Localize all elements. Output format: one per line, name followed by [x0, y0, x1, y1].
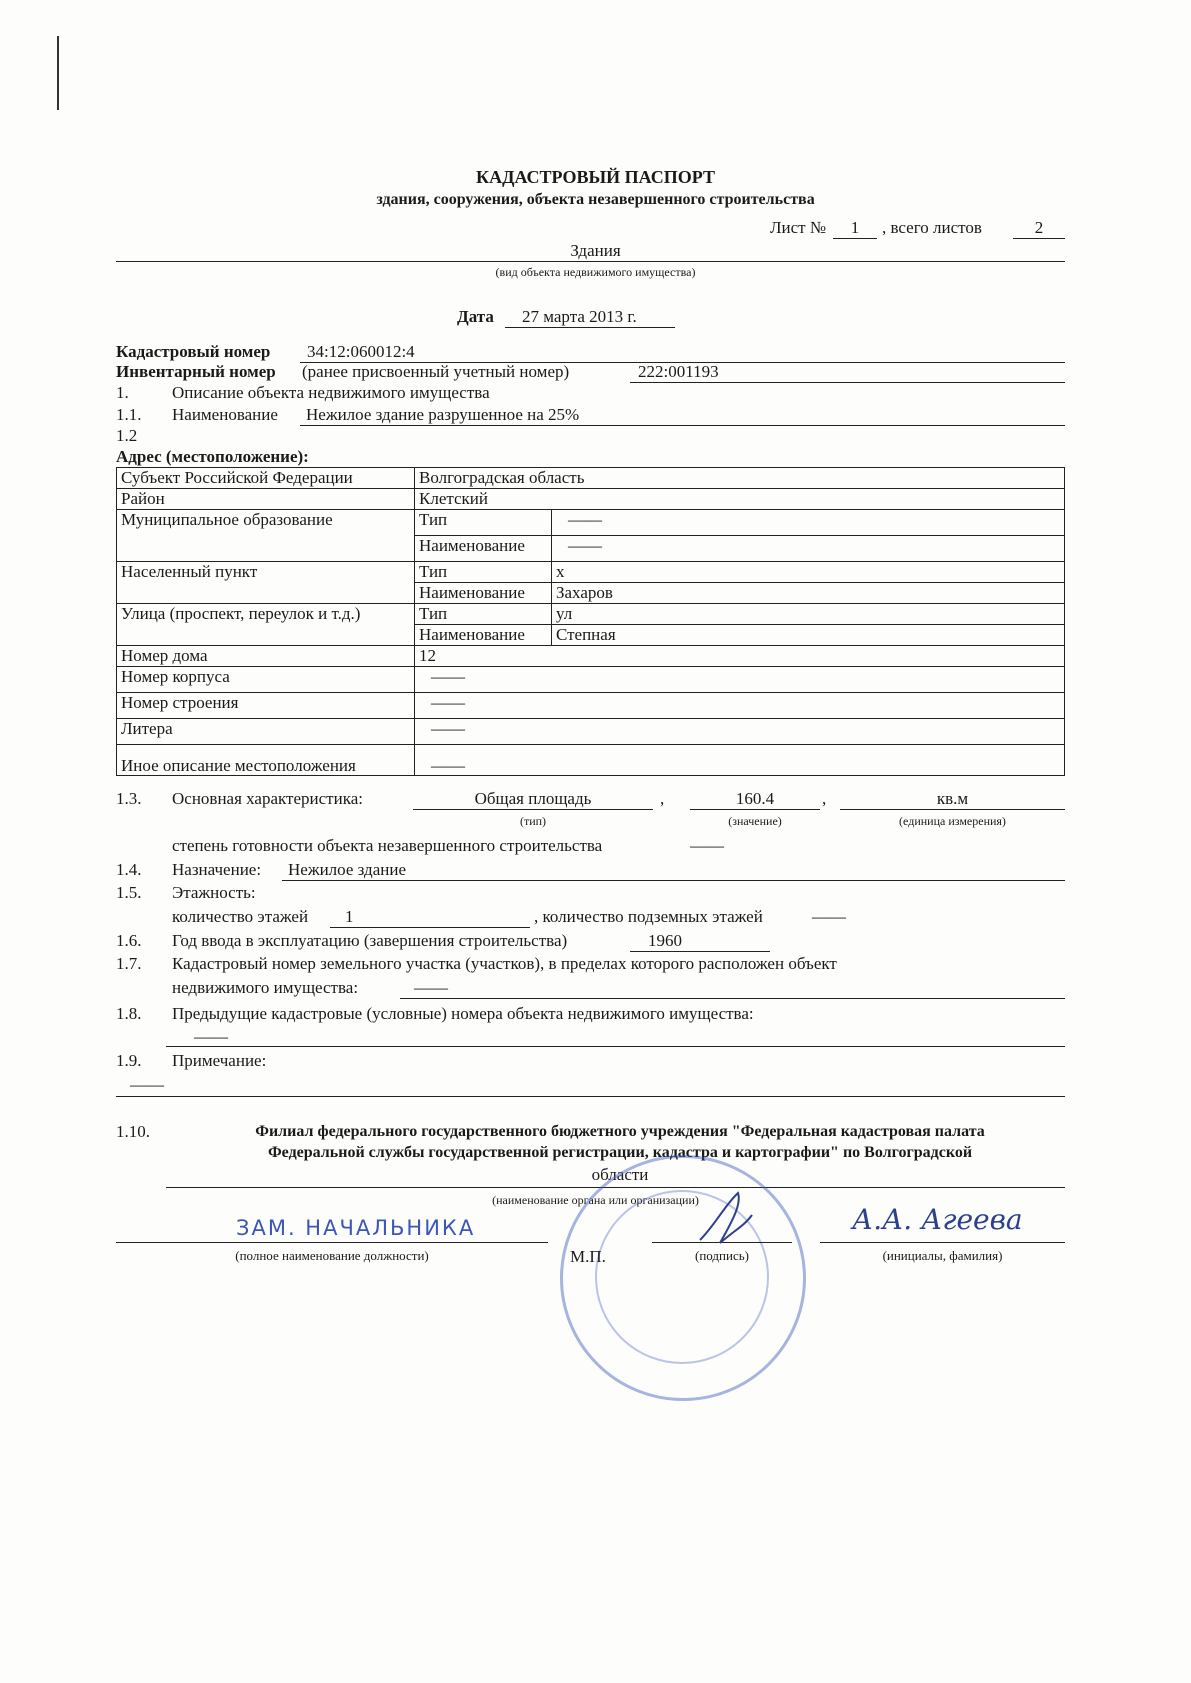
name-label: Наименование [172, 405, 278, 424]
address-row [117, 693, 1065, 719]
cadastral-number-label: Кадастровый номер [116, 342, 271, 361]
district-label: Район [117, 489, 415, 510]
sheet-label: Лист № [770, 218, 827, 237]
characteristic-unit-value: кв.м [936, 789, 969, 808]
address-row [117, 562, 1065, 583]
section-1-number: 1. [116, 383, 129, 402]
type-caption: (тип) [519, 814, 547, 828]
korpus-value: —— [415, 667, 1065, 693]
signature-caption: (подпись) [695, 1248, 749, 1263]
purpose-value: Нежилое здание [288, 860, 406, 879]
organization-line-3: области [591, 1165, 649, 1184]
house-value: 12 [415, 646, 1065, 667]
inventory-number-note: (ранее присвоенный учетный номер) [302, 362, 570, 381]
sheet-number-underline [833, 238, 877, 239]
initials-handwritten: А.А. Агеева [852, 1203, 1023, 1236]
address-heading: Адрес (местоположение): [116, 447, 309, 466]
section-1-6-number: 1.6. [116, 931, 142, 950]
land-plot-underline [400, 998, 1065, 999]
floors-value: 1 [345, 907, 354, 926]
value-caption: (значение) [728, 814, 782, 828]
land-plot-label: Кадастровый номер земельного участка (участков), в пределах которого расположен объект [172, 954, 837, 973]
section-1-7-number: 1.7. [116, 954, 142, 973]
section-1-5-number: 1.5. [116, 883, 142, 902]
position-caption: (полное наименование должности) [235, 1248, 429, 1263]
underground-floors-value: —— [812, 907, 846, 926]
commissioning-year-value: 1960 [648, 931, 682, 950]
margin-mark [57, 36, 59, 110]
organization-line-1: Филиал федерального государственного бюджетного учреждения "Федеральная кадастровая палата [255, 1123, 985, 1140]
organization-line-2: Федеральной службы государственной регистрации, кадастра и картографии" по Волгоградской [267, 1144, 973, 1161]
street-name-value: Степная [552, 625, 1065, 646]
municipal-name-label: Наименование [415, 536, 552, 562]
section-1-label: Описание объекта недвижимого имущества [172, 383, 490, 402]
sheet-number: 1 [850, 218, 860, 237]
comma: , [660, 789, 665, 808]
organization-caption: (наименование органа или организации) [492, 1193, 699, 1207]
characteristic-type-underline [413, 809, 653, 810]
locality-name-value: Захаров [552, 583, 1065, 604]
street-label: Улица (проспект, переулок и т.д.) [117, 604, 415, 646]
street-type-value: ул [552, 604, 1065, 625]
korpus-label: Номер корпуса [117, 667, 415, 693]
readiness-label: степень готовности объекта незавершенного строительства [172, 836, 603, 855]
subject-label: Субъект Российской Федерации [117, 468, 415, 489]
locality-type-value: х [552, 562, 1065, 583]
sheets-total-underline [1013, 238, 1065, 239]
litera-label: Литера [117, 719, 415, 745]
characteristic-unit-underline [840, 809, 1065, 810]
address-row [117, 510, 1065, 536]
unit-caption: (единица измерения) [899, 814, 1006, 828]
note-underline [116, 1096, 1065, 1097]
municipal-label: Муниципальное образование [117, 510, 415, 562]
municipal-type-value: —— [552, 510, 1065, 536]
purpose-underline [282, 880, 1065, 881]
previous-numbers-value: —— [194, 1027, 228, 1046]
inventory-number-label: Инвентарный номер [116, 362, 276, 381]
address-row [117, 468, 1065, 489]
section-1-9-number: 1.9. [116, 1051, 142, 1070]
name-underline [300, 425, 1065, 426]
other-location-value: —— [415, 745, 1065, 776]
locality-type-label: Тип [415, 562, 552, 583]
readiness-value: —— [690, 836, 724, 855]
commissioning-year-label: Год ввода в эксплуатацию (завершения строительства) [172, 931, 568, 950]
floors-heading: Этажность: [172, 883, 256, 902]
object-kind-caption: (вид объекта недвижимого имущества) [495, 265, 696, 279]
previous-numbers-underline [166, 1046, 1065, 1047]
address-row [117, 646, 1065, 667]
section-1-3-number: 1.3. [116, 789, 142, 808]
address-table [116, 467, 1065, 776]
locality-label: Населенный пункт [117, 562, 415, 604]
municipal-name-value: —— [552, 536, 1065, 562]
section-1-2-number: 1.2 [116, 426, 138, 445]
underground-floors-label: , количество подземных этажей [534, 907, 763, 926]
street-type-label: Тип [415, 604, 552, 625]
document-title: КАДАСТРОВЫЙ ПАСПОРТ [476, 167, 715, 187]
object-kind: Здания [570, 241, 621, 260]
signature-icon [690, 1185, 760, 1255]
land-plot-label-cont: недвижимого имущества: [172, 978, 359, 997]
note-value: —— [130, 1075, 164, 1094]
characteristic-type-value: Общая площадь [474, 789, 592, 808]
comma: , [822, 789, 827, 808]
section-1-1-number: 1.1. [116, 405, 142, 424]
building-label: Номер строения [117, 693, 415, 719]
cadastral-number-value: 34:12:060012:4 [307, 342, 415, 361]
locality-name-label: Наименование [415, 583, 552, 604]
name-value: Нежилое здание разрушенное на 25% [306, 405, 580, 424]
purpose-label: Назначение: [172, 860, 262, 879]
land-plot-value: —— [414, 978, 448, 997]
document-subtitle: здания, сооружения, объекта незавершенного строительства [376, 191, 815, 208]
floors-underline [330, 927, 530, 928]
initials-caption: (инициалы, фамилия) [882, 1248, 1003, 1263]
commissioning-year-underline [630, 951, 770, 952]
note-label: Примечание: [172, 1051, 267, 1070]
section-1-8-number: 1.8. [116, 1004, 142, 1023]
municipal-type-label: Тип [415, 510, 552, 536]
section-1-10-number: 1.10. [116, 1122, 150, 1141]
initials-underline [820, 1242, 1065, 1243]
characteristic-value: 160.4 [735, 789, 775, 808]
sheets-total-label: , всего листов [882, 218, 982, 237]
inventory-number-value: 222:001193 [638, 362, 719, 381]
sheets-total: 2 [1034, 218, 1044, 237]
street-name-label: Наименование [415, 625, 552, 646]
position-handwritten: ЗАМ. НАЧАЛЬНИКА [236, 1216, 476, 1240]
section-1-4-number: 1.4. [116, 860, 142, 879]
main-characteristic-label: Основная характеристика: [172, 789, 363, 808]
litera-value: —— [415, 719, 1065, 745]
position-underline [116, 1242, 548, 1243]
seal-place-label: М.П. [570, 1247, 606, 1266]
address-row [117, 489, 1065, 510]
inventory-underline [630, 382, 1065, 383]
other-location-label: Иное описание местоположения [117, 745, 415, 776]
subject-value: Волгоградская область [415, 468, 1065, 489]
previous-numbers-label: Предыдущие кадастровые (условные) номера объекта недвижимого имущества: [172, 1004, 754, 1023]
date-value: 27 марта 2013 г. [522, 307, 637, 326]
address-row [117, 667, 1065, 693]
address-row [117, 604, 1065, 625]
floors-label: количество этажей [172, 907, 309, 926]
house-label: Номер дома [117, 646, 415, 667]
building-value: —— [415, 693, 1065, 719]
date-label: Дата [457, 307, 494, 326]
characteristic-value-underline [690, 809, 820, 810]
district-value: Клетский [415, 489, 1065, 510]
address-row [117, 719, 1065, 745]
date-underline [505, 327, 675, 328]
object-kind-line [116, 261, 1065, 262]
address-row [117, 745, 1065, 776]
